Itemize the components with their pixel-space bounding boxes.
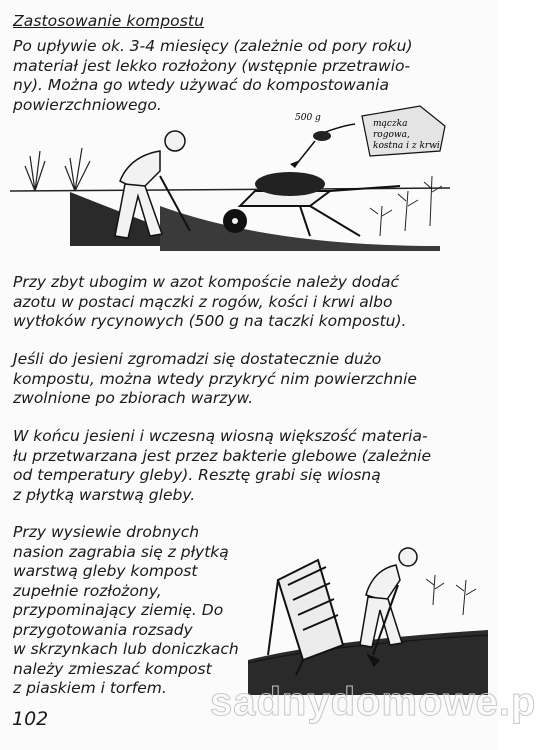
text-line: w skrzynkach lub doniczkach [13,640,239,658]
section-heading: Zastosowanie kompostu [13,12,205,30]
paragraph-2 [13,273,485,332]
text-line: powierzchniowego. [13,95,162,114]
wheelbarrow-illustration [10,96,450,256]
paragraph-3 [13,350,485,409]
text-line: azotu w postaci mączki z rogów, kości i krwi albo [13,292,393,311]
text-line: W końcu jesieni i wczesną wiosną większość materia- [13,427,428,445]
text-line: warstwą gleby kompost [13,562,198,580]
text-line: zwolnione po zbiorach warzyw. [13,389,254,407]
text-line: przygotowania rozsady [13,620,193,639]
page-number: 102 [12,708,49,730]
text-line: z płytką warstwą gleby. [13,485,196,504]
bag-label-line: kostna i z krwi [373,141,440,151]
text-line: Przy zbyt ubogim w azot kompoście należy dodać [13,273,399,291]
text-line: Przy wysiewie drobnych [13,523,200,541]
bag-label-line: mączka [373,119,408,129]
paragraph-4 [13,427,485,505]
text-line: wytłoków rycynowych (500 g na taczki kompostu). [13,312,407,330]
text-line: ny). Można go wtedy używać do kompostowania [13,76,389,94]
text-line: Jeśli do jesieni zgromadzi się dostatecznie dużo [13,350,382,368]
text-line: Po upływie ok. 3-4 miesięcy (zależnie od pory roku) [13,37,413,55]
text-line: należy zmieszać kompost [13,659,212,678]
text-line: nasion zagrabia się z płytką [13,542,229,561]
text-line: łu przetwarzana jest przez bakterie glebowe (zależnie [13,446,432,465]
text-line: materiał jest lekko rozłożony (wstępnie przetrawio- [13,56,411,75]
watermark: sadnydomowe.p [210,680,536,724]
text-line: z piaskiem i torfem. [13,679,167,697]
bag-label-line: rogowa, [373,130,410,140]
paragraph-5 [13,523,263,699]
text-line: zupełnie rozłożony, [13,581,162,600]
weight-label: 500 g [295,113,321,123]
text-line: kompostu, można wtedy przykryć nim powierzchnie [13,369,417,388]
text-line: od temperatury gleby). Resztę grabi się wiosną [13,466,381,484]
sieve-illustration [248,535,488,695]
text-line: przypominający ziemię. Do [13,601,224,619]
